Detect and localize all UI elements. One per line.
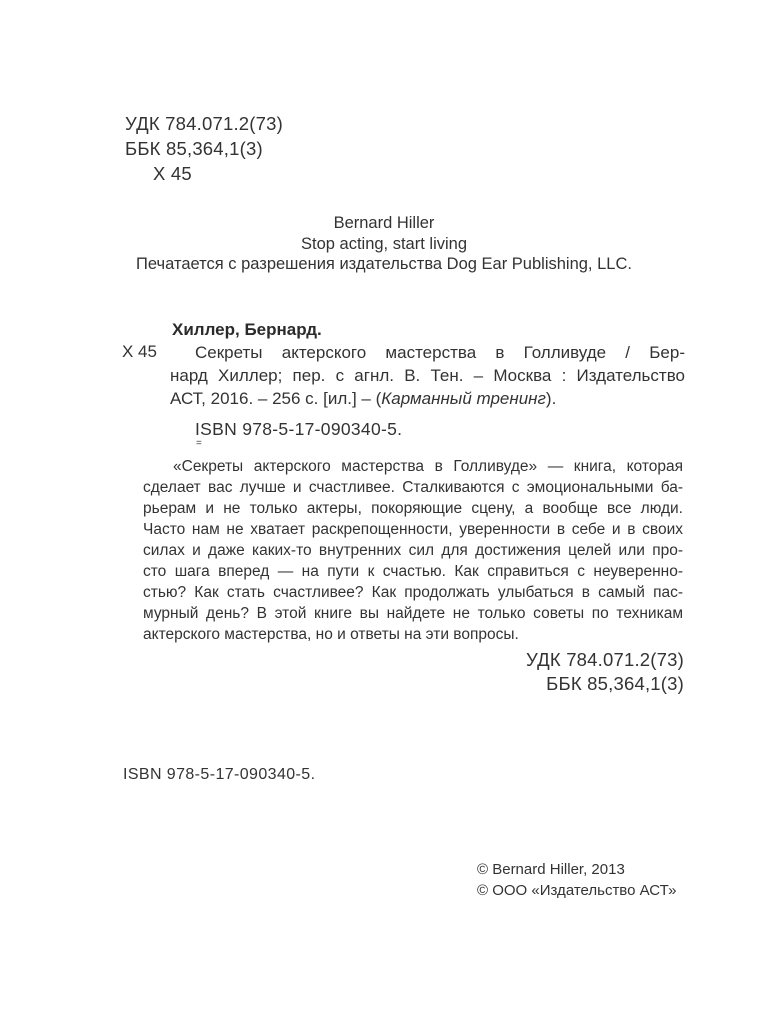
author-sign-top: Х 45 xyxy=(153,163,192,184)
card-line-1: Секреты актерского мастерства в Голливуде / Бер- xyxy=(195,343,685,362)
udk-top-line: УДК 784.071.2(73) xyxy=(125,113,283,134)
original-author: Bernard Hiller xyxy=(333,214,435,232)
card-author-heading: Хиллер, Бернард. xyxy=(172,320,322,339)
rights-block xyxy=(0,213,768,275)
card-line-2: нард Хиллер; пер. с агнл. В. Тен. – Москва : Издательство xyxy=(170,366,685,385)
original-title: Stop acting, start living xyxy=(301,234,467,253)
permission-note: Печатается с разрешения издательства Dog Ear Publishing, LLC. xyxy=(136,255,632,273)
isbn-footer: ISBN 978-5-17-090340-5. xyxy=(123,766,316,783)
author-sign-card: Х 45 xyxy=(122,342,157,361)
annotation-line: стью? Как стать счастливее? Как продолжать улыбаться в самый пас- xyxy=(143,584,683,601)
annotation-line: мурный день? В этой книге вы найдете не только советы по техникам xyxy=(143,605,683,622)
bbk-top-line: ББК 85,364,1(3) xyxy=(125,138,263,159)
classification-top-block xyxy=(125,111,283,186)
copyright-block xyxy=(477,860,676,901)
copyright-publisher-line: © ООО «Издательство АСТ» xyxy=(477,881,677,899)
card-series-title: Карманный тренинг xyxy=(381,389,546,408)
bbk-bottom-line: ББК 85,364,1(3) xyxy=(546,673,684,694)
annotation-paragraph xyxy=(143,456,683,645)
annotation-line: «Секреты актерского мастерства в Голливуде» — книга, которая xyxy=(173,458,683,475)
annotation-line: Часто нам не хватает раскрепощенности, уверенности в себе и в своих xyxy=(143,521,683,538)
card-line-3-prefix: АСТ, 2016. – 256 с. [ил.] – ( xyxy=(170,389,382,408)
annotation-line: актерского мастерства, но и ответы на эти вопросы. xyxy=(143,626,519,643)
annotation-line: силах и даже каких-то внутренних сил для достижения целей или про- xyxy=(143,542,683,559)
udk-bottom-line: УДК 784.071.2(73) xyxy=(526,649,684,670)
isbn-underline-mark: = xyxy=(196,438,202,449)
catalog-card xyxy=(170,318,685,410)
copyright-author-line: © Bernard Hiller, 2013 xyxy=(477,861,625,878)
annotation-line: сто шага вперед — на пути к счастью. Как справиться с неуверенно- xyxy=(143,563,683,580)
annotation-line: рьерам и не только актеры, покоряющие сцену, а вообще все люди. xyxy=(143,500,683,517)
annotation-line: сделает вас лучше и счастливее. Сталкиваются с эмоциональными ба- xyxy=(143,479,683,496)
card-line-3-suffix: ). xyxy=(545,389,557,408)
isbn-card: ISBN 978-5-17-090340-5. xyxy=(195,419,403,439)
classification-bottom-block xyxy=(526,648,684,696)
card-line-3 xyxy=(170,387,685,410)
